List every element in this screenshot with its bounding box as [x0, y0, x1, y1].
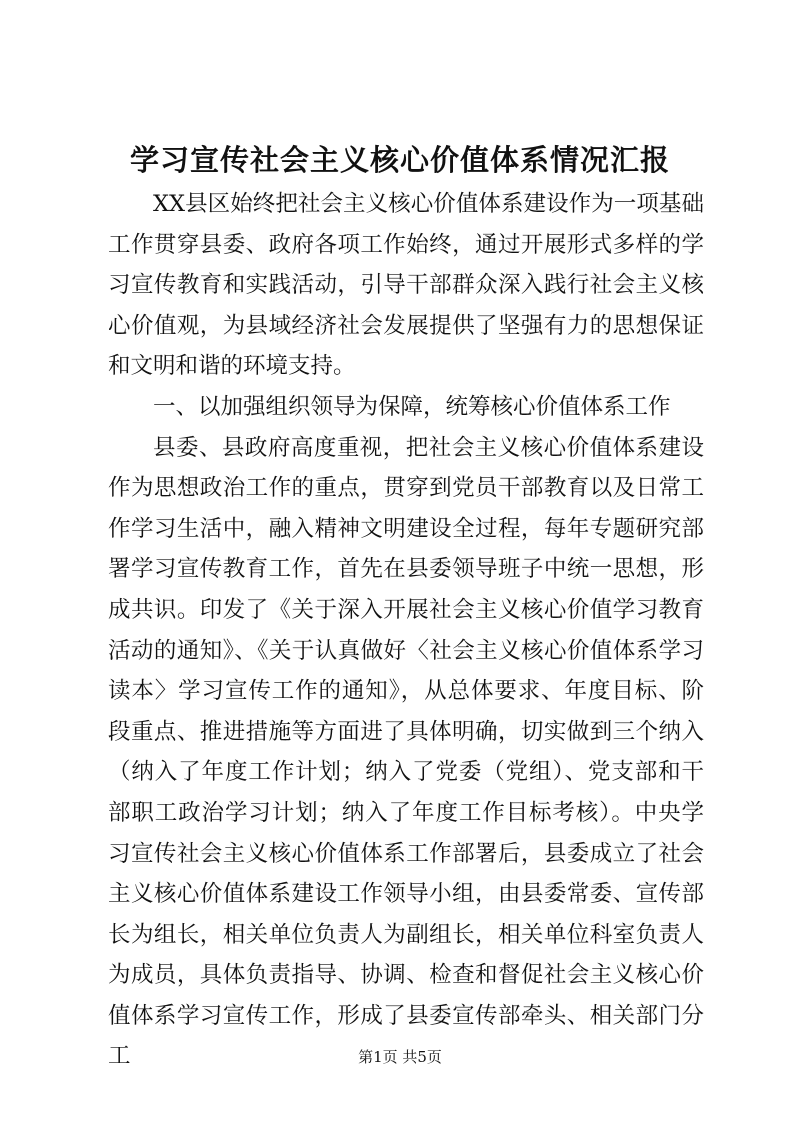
section-heading: 一、以加强组织领导为保障，统筹核心价值体系工作 — [153, 393, 671, 420]
intro-paragraph: XX县区始终把社会主义核心价值体系建设作为一项基础工作贯穿县委、政府各项工作始终，通过开展形式多样的学习宣传教育和实践活动，引导干部群众深入践行社会主义核心价值观，为县域经济社会发展提供了坚强有力的思想保证和文明和谐的环境支持。 — [108, 191, 704, 380]
document-title: 学习宣传社会主义核心价值体系情况汇报 — [129, 143, 670, 177]
page-number-label: 第1页 共5页 — [358, 1048, 442, 1066]
document-body — [108, 184, 704, 1077]
section-paragraph: 县委、县政府高度重视，把社会主义核心价值体系建设作为思想政治工作的重点，贯穿到党员干部教育以及日常工作学习生活中，融入精神文明建设全过程，每年专题研究部署学习宣传教育工作，首先在县委领导班子中统一思想，形成共识。印发了《关于深入开展社会主义核心价值学习教育活动的通知》、《关于认真做好〈社会主义核心价值体系学习读本〉学习宣传工作的通知》，从总体要求、年度目标、阶段重点、推进措施等方面进了具体明确，切实做到三个纳入（纳入了年度工作计划；纳入了党委（党组）、党支部和干部职工政治学习计划；纳入了年度工作目标考核）。中央学习宣传社会主义核心价值体系工作部署后，县委成立了社会主义核心价值体系建设工作领导小组，由县委常委、宣传部长为组长，相关单位负责人为副组长，相关单位科室负责人为成员，具体负责指导、协调、检查和督促社会主义核心价值体系学习宣传工作，形成了县委宣传部牵头、相关部门分工 — [108, 434, 704, 1070]
page-footer — [0, 1047, 800, 1067]
